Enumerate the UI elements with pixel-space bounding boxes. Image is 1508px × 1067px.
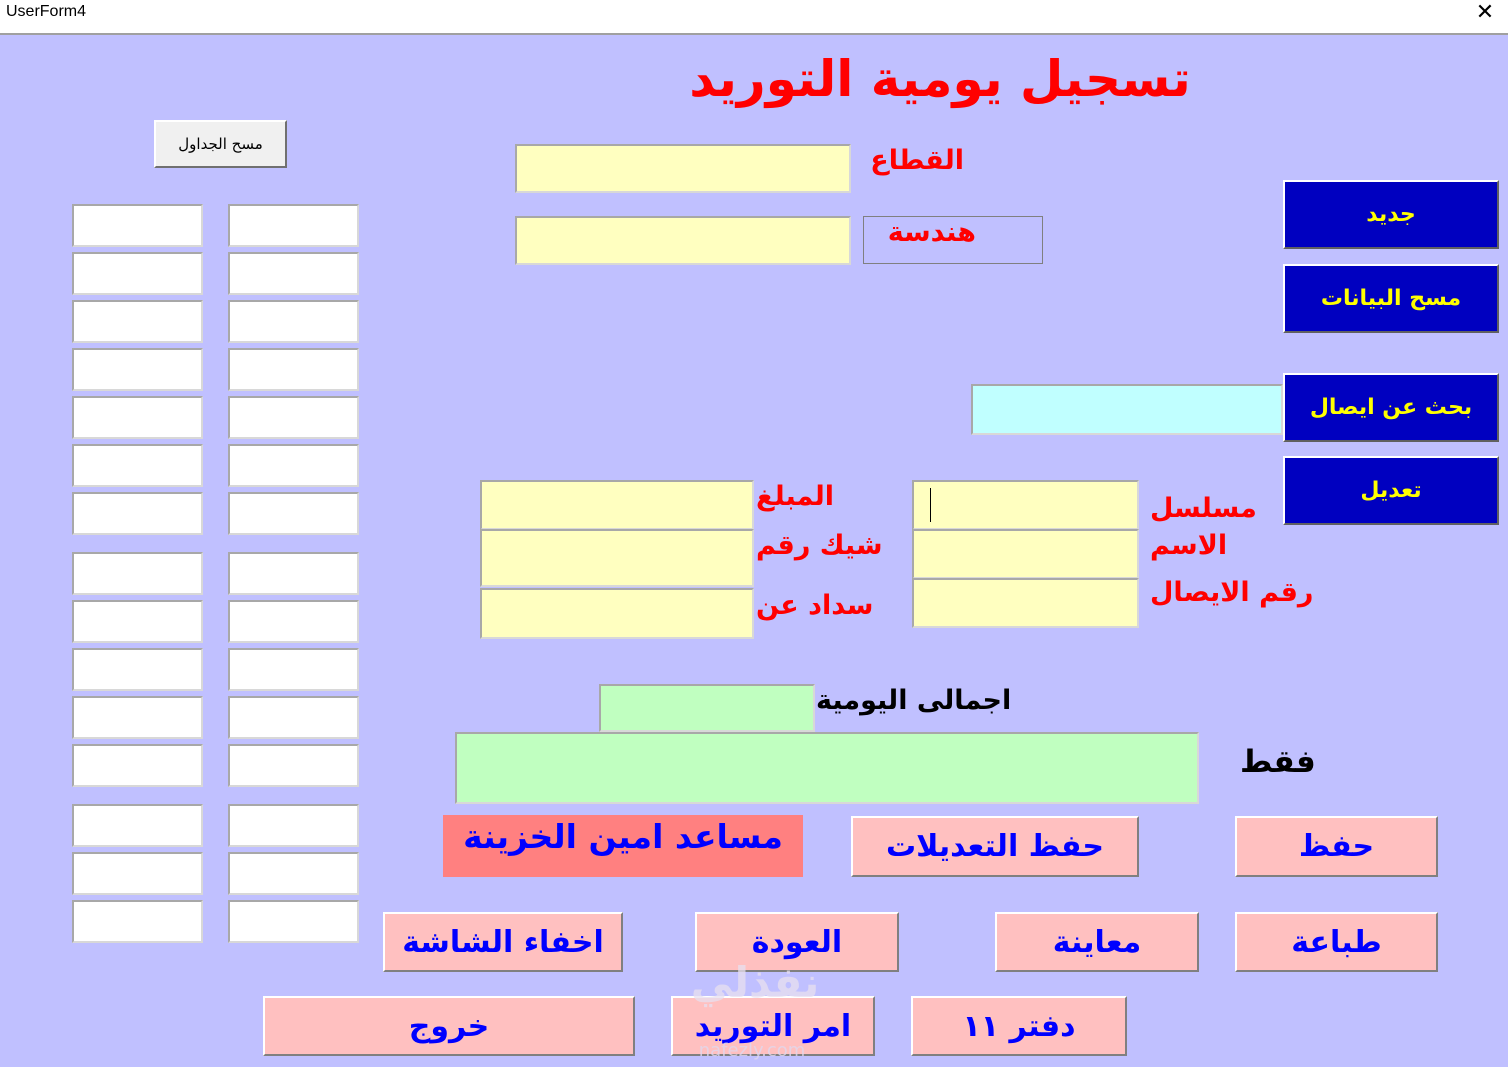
watermark-logo: نفذلي [690, 958, 820, 1007]
table-cell[interactable] [72, 300, 203, 343]
form-heading: تسجيل يومية التوريد [689, 50, 1191, 108]
search-receipt-field[interactable] [971, 384, 1283, 435]
table-cell[interactable] [72, 852, 203, 895]
text-cursor [930, 488, 931, 522]
close-icon[interactable]: ✕ [1475, 0, 1495, 25]
search-receipt-button[interactable]: بحث عن ايصال [1283, 373, 1499, 442]
amount-words-field[interactable] [455, 732, 1199, 804]
exit-button[interactable]: خروج [263, 996, 635, 1056]
table-cell[interactable] [72, 744, 203, 787]
table-cell[interactable] [72, 204, 203, 247]
table-cell[interactable] [228, 852, 359, 895]
table-cell[interactable] [72, 396, 203, 439]
table-cell[interactable] [228, 900, 359, 943]
table-cell[interactable] [228, 804, 359, 847]
new-button[interactable]: جديد [1283, 180, 1499, 249]
table-cell[interactable] [72, 696, 203, 739]
treasury-assistant-banner: مساعد امين الخزينة [443, 815, 803, 877]
table-cell[interactable] [228, 696, 359, 739]
table-cell[interactable] [228, 492, 359, 535]
window-title: UserForm4 [6, 3, 87, 20]
clear-data-button[interactable]: مسح البيانات [1283, 264, 1499, 333]
serial-field[interactable] [912, 480, 1139, 530]
hide-screen-button[interactable]: اخفاء الشاشة [383, 912, 623, 972]
clear-tables-button[interactable]: مسح الجداول [154, 120, 287, 168]
table-cell[interactable] [72, 648, 203, 691]
payment-for-field[interactable] [480, 588, 754, 639]
save-edits-button[interactable]: حفظ التعديلات [851, 816, 1139, 877]
table-cell[interactable] [228, 204, 359, 247]
engineering-field[interactable] [515, 216, 851, 265]
receipt-no-field[interactable] [912, 578, 1139, 628]
table-cell[interactable] [72, 348, 203, 391]
table-cell[interactable] [72, 900, 203, 943]
table-cell[interactable] [72, 600, 203, 643]
table-cell[interactable] [72, 552, 203, 595]
back-button[interactable]: العودة [695, 912, 899, 972]
table-cell[interactable] [228, 744, 359, 787]
table-cell[interactable] [228, 396, 359, 439]
supply-order-button[interactable]: امر التوريد [671, 996, 875, 1056]
print-button[interactable]: طباعة [1235, 912, 1438, 972]
table-cell[interactable] [72, 804, 203, 847]
name-label: الاسم [1150, 530, 1228, 561]
table-cell[interactable] [228, 552, 359, 595]
table-cell[interactable] [228, 252, 359, 295]
window-titlebar [0, 0, 1508, 35]
table-cell[interactable] [72, 492, 203, 535]
edit-button[interactable]: تعديل [1283, 456, 1499, 525]
daily-total-label: اجمالى اليومية [816, 685, 1012, 716]
amount-field[interactable] [480, 480, 754, 530]
check-no-field[interactable] [480, 529, 754, 587]
table-cell[interactable] [228, 348, 359, 391]
table-cell[interactable] [228, 300, 359, 343]
engineering-label: هندسة [887, 217, 976, 248]
name-field[interactable] [912, 529, 1139, 579]
check-no-label: شيك رقم [756, 530, 883, 561]
table-cell[interactable] [72, 444, 203, 487]
receipt-no-label: رقم الايصال [1150, 577, 1314, 608]
daily-total-field[interactable] [599, 684, 815, 732]
preview-button[interactable]: معاينة [995, 912, 1199, 972]
only-label: فقط [1240, 744, 1316, 780]
table-cell[interactable] [228, 600, 359, 643]
table-cell[interactable] [72, 252, 203, 295]
serial-label: مسلسل [1150, 493, 1257, 524]
table-cell[interactable] [228, 648, 359, 691]
sector-field[interactable] [515, 144, 851, 193]
save-button[interactable]: حفظ [1235, 816, 1438, 877]
sector-label: القطاع [870, 145, 964, 176]
payment-for-label: سداد عن [756, 590, 874, 621]
ledger-11-button[interactable]: دفتر ١١ [911, 996, 1127, 1056]
amount-label: المبلغ [756, 481, 834, 512]
watermark-url: nafezly.com [698, 1040, 806, 1061]
table-cell[interactable] [228, 444, 359, 487]
